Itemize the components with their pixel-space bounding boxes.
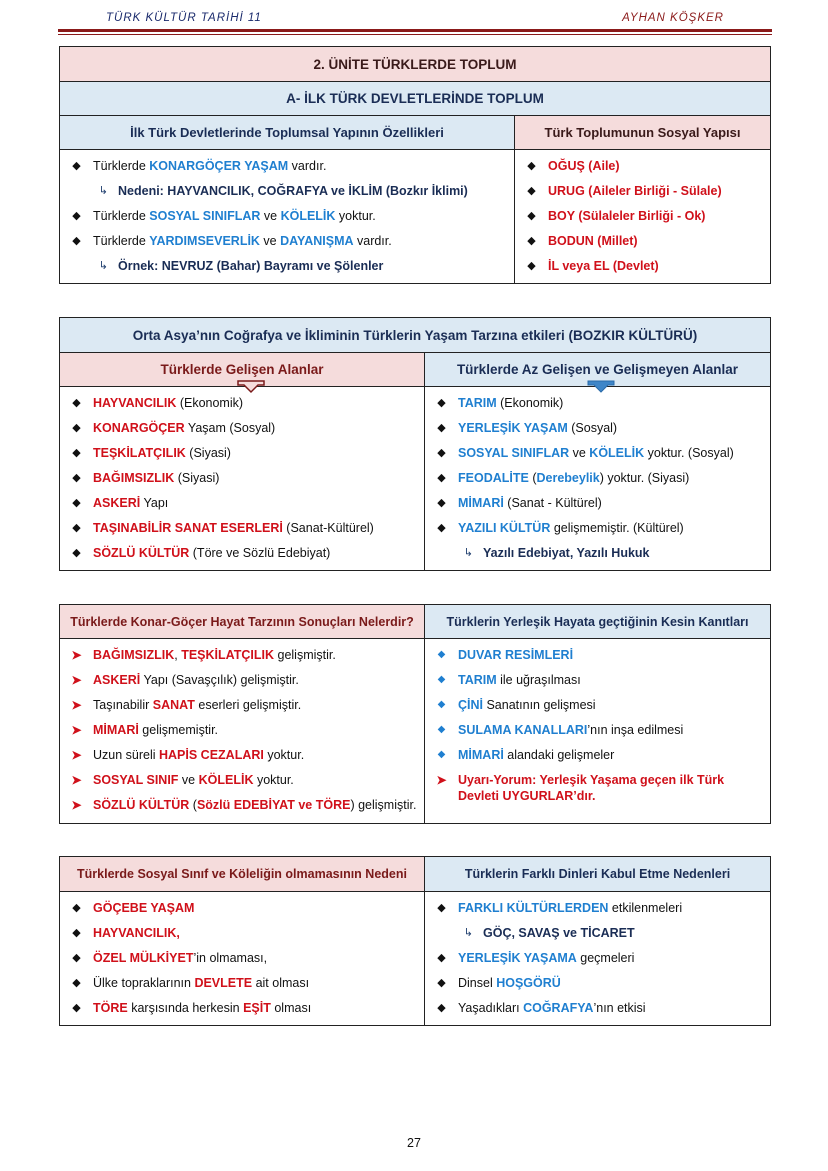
social-features-list [60,150,514,283]
diamond-bullet-icon: ◆ [72,952,81,964]
arrow-turn-icon: ↳ [98,185,108,197]
list-item: ◆ SÖZLÜ KÜLTÜR (Töre ve Sözlü Edebiyat) [60,545,424,570]
list-item: ◆ HAYVANCILIK, [60,925,424,950]
undeveloped-areas-heading: Türklerde Az Gelişen ve Gelişmeyen Alanlar [424,353,770,386]
list-item: ◆ TAŞINABİLİR SANAT ESERLERİ (Sanat-Kültürel) [60,520,424,545]
list-item: ◆ ASKERİ Yapı [60,495,424,520]
section-no-social-class [59,856,771,1026]
list-item: ➤ MİMARİ gelişmemiştir. [60,722,424,747]
diamond-bullet-icon: ◆ [437,977,446,989]
diamond-bullet-icon: ◆ [437,902,446,914]
list-item: ◆ Türklerde YARDIMSEVERLİK ve DAYANIŞMA vardır. [60,233,514,258]
list-item: ◆ FEODALİTE (Derebeylik) yoktur. (Siyasi) [425,470,770,495]
list-item: ◆ DUVAR RESİMLERİ [425,647,770,672]
list-subitem: ↳ Nedeni: HAYVANCILIK, COĞRAFYA ve İKLİM (Bozkır İklimi) [60,183,514,208]
list-item: ◆ ÖZEL MÜLKİYET’in olmaması, [60,950,424,975]
list-item: ◆ YERLEŞİK YAŞAMA geçmeleri [425,950,770,975]
list-item: ◆ YAZILI KÜLTÜR gelişmemiştir. (Kültürel) [425,520,770,545]
list-item: ➤ ASKERİ Yapı (Savaşçılık) gelişmiştir. [60,672,424,697]
list-item: ➤ BAĞIMSIZLIK, TEŞKİLATÇILIK gelişmiştir. [60,647,424,672]
arrowhead-bullet-icon: ➤ [71,723,82,737]
nomadic-results-list [60,639,424,823]
diamond-bullet-icon: ◆ [72,547,81,559]
diamond-bullet-icon: ◆ [527,185,536,197]
list-item: ◆ GÖÇEBE YAŞAM [60,900,424,925]
list-item: ◆ TARIM ile uğraşılması [425,672,770,697]
list-item: ◆ OĞUŞ (Aile) [515,158,770,183]
arrowhead-bullet-icon: ➤ [71,673,82,687]
down-arrow-icon [584,380,618,394]
social-structure-list [514,150,770,283]
list-item: ◆ Türklerde KONARGÖÇER YAŞAM vardır. [60,158,514,183]
arrow-turn-icon: ↳ [463,547,473,559]
diamond-bullet-icon: ◆ [437,1002,446,1014]
social-structure-heading: Türk Toplumunun Sosyal Yapısı [514,116,770,149]
list-item: ◆ BOY (Sülaleler Birliği - Ok) [515,208,770,233]
list-item: ➤ Taşınabilir SANAT eserleri gelişmiştir. [60,697,424,722]
list-item: ◆ MİMARİ alandaki gelişmeler [425,747,770,772]
no-social-class-list [60,892,424,1025]
list-item: ➤ SOSYAL SINIF ve KÖLELİK yoktur. [60,772,424,797]
blue-diamond-bullet-icon: ◆ [437,674,446,685]
arrow-turn-icon: ↳ [463,927,473,939]
arrowhead-bullet-icon: ➤ [436,773,447,787]
religion-reasons-heading: Türklerin Farklı Dinleri Kabul Etme Nedenleri [424,857,770,891]
section-steppe-culture [59,317,771,571]
header-course-title: TÜRK KÜLTÜR TARİHİ 11 [106,12,262,24]
social-features-heading: İlk Türk Devletlerinde Toplumsal Yapının Özellikleri [60,116,514,149]
diamond-bullet-icon: ◆ [72,397,81,409]
section-nomadic-results [59,604,771,824]
diamond-bullet-icon: ◆ [72,210,81,222]
blue-diamond-bullet-icon: ◆ [437,749,446,760]
list-item: ➤ Uzun süreli HAPİS CEZALARI yoktur. [60,747,424,772]
list-item: ◆ YERLEŞİK YAŞAM (Sosyal) [425,420,770,445]
list-item: ◆ BODUN (Millet) [515,233,770,258]
arrowhead-bullet-icon: ➤ [71,698,82,712]
settled-evidence-heading: Türklerin Yerleşik Hayata geçtiğinin Kesin Kanıtları [424,605,770,638]
arrowhead-bullet-icon: ➤ [71,648,82,662]
diamond-bullet-icon: ◆ [72,235,81,247]
no-social-class-heading: Türklerde Sosyal Sınıf ve Köleliğin olmamasının Nedeni [60,857,424,891]
list-item: ◆ TÖRE karşısında herkesin EŞİT olması [60,1000,424,1025]
list-item: ◆ TEŞKİLATÇILIK (Siyasi) [60,445,424,470]
nomadic-results-heading: Türklerde Konar-Göçer Hayat Tarzının Sonuçları Nelerdir? [60,605,424,638]
diamond-bullet-icon: ◆ [72,902,81,914]
diamond-bullet-icon: ◆ [437,497,446,509]
diamond-bullet-icon: ◆ [72,497,81,509]
list-subitem: ↳ Yazılı Edebiyat, Yazılı Hukuk [425,545,770,570]
header-rule-thick [58,29,772,32]
diamond-bullet-icon: ◆ [527,260,536,272]
list-item: ◆ TARIM (Ekonomik) [425,395,770,420]
diamond-bullet-icon: ◆ [72,522,81,534]
section-social-structure [59,46,771,284]
list-subitem: ↳ Örnek: NEVRUZ (Bahar) Bayramı ve Şölenler [60,258,514,283]
blue-diamond-bullet-icon: ◆ [437,649,446,660]
list-item: ◆ MİMARİ (Sanat - Kültürel) [425,495,770,520]
blue-diamond-bullet-icon: ◆ [437,724,446,735]
header-rule-thin [58,34,772,35]
religion-reasons-list [424,892,770,1025]
diamond-bullet-icon: ◆ [72,160,81,172]
list-item: ◆ Yaşadıkları COĞRAFYA’nın etkisi [425,1000,770,1025]
header-author: AYHAN KÖŞKER [622,12,724,24]
diamond-bullet-icon: ◆ [437,472,446,484]
list-item: ◆ HAYVANCILIK (Ekonomik) [60,395,424,420]
list-item: ➤ SÖZLÜ KÜLTÜR (Sözlü EDEBİYAT ve TÖRE) gelişmiştir. [60,797,424,822]
arrow-turn-icon: ↳ [98,260,108,272]
list-item: ◆ ÇİNİ Sanatının gelişmesi [425,697,770,722]
undeveloped-areas-list [424,387,770,570]
unit-title: 2. ÜNİTE TÜRKLERDE TOPLUM [60,47,770,81]
list-subitem: ↳ GÖÇ, SAVAŞ ve TİCARET [425,925,770,950]
diamond-bullet-icon: ◆ [72,422,81,434]
list-item: ◆ SULAMA KANALLARI’nın inşa edilmesi [425,722,770,747]
list-item: ◆ FARKLI KÜLTÜRLERDEN etkilenmeleri [425,900,770,925]
developed-areas-heading: Türklerde Gelişen Alanlar [60,353,424,386]
section-subtitle: A- İLK TÜRK DEVLETLERİNDE TOPLUM [60,82,770,115]
settled-evidence-list [424,639,770,823]
page-number: 27 [407,1136,421,1150]
diamond-bullet-icon: ◆ [437,952,446,964]
list-item: ◆ Türklerde SOSYAL SINIFLAR ve KÖLELİK yoktur. [60,208,514,233]
diamond-bullet-icon: ◆ [527,235,536,247]
diamond-bullet-icon: ◆ [437,422,446,434]
diamond-bullet-icon: ◆ [72,977,81,989]
diamond-bullet-icon: ◆ [527,160,536,172]
steppe-culture-title: Orta Asya’nın Coğrafya ve İkliminin Türklerin Yaşam Tarzına etkileri (BOZKIR KÜLTÜRÜ) [60,318,770,352]
diamond-bullet-icon: ◆ [72,472,81,484]
arrowhead-bullet-icon: ➤ [71,773,82,787]
diamond-bullet-icon: ◆ [437,522,446,534]
warning-note: ➤ Uyarı-Yorum: Yerleşik Yaşama geçen ilk Türk Devleti UYGURLAR’dır. [425,772,770,812]
developed-areas-list [60,387,424,570]
arrowhead-bullet-icon: ➤ [71,748,82,762]
list-item: ◆ SOSYAL SINIFLAR ve KÖLELİK yoktur. (Sosyal) [425,445,770,470]
arrowhead-bullet-icon: ➤ [71,798,82,812]
diamond-bullet-icon: ◆ [527,210,536,222]
diamond-bullet-icon: ◆ [72,927,81,939]
blue-diamond-bullet-icon: ◆ [437,699,446,710]
down-arrow-icon [234,380,268,394]
diamond-bullet-icon: ◆ [72,447,81,459]
list-item: ◆ Dinsel HOŞGÖRÜ [425,975,770,1000]
list-item: ◆ İL veya EL (Devlet) [515,258,770,283]
list-item: ◆ Ülke topraklarının DEVLETE ait olması [60,975,424,1000]
list-item: ◆ URUG (Aileler Birliği - Sülale) [515,183,770,208]
diamond-bullet-icon: ◆ [437,447,446,459]
list-item: ◆ BAĞIMSIZLIK (Siyasi) [60,470,424,495]
diamond-bullet-icon: ◆ [437,397,446,409]
diamond-bullet-icon: ◆ [72,1002,81,1014]
list-item: ◆ KONARGÖÇER Yaşam (Sosyal) [60,420,424,445]
